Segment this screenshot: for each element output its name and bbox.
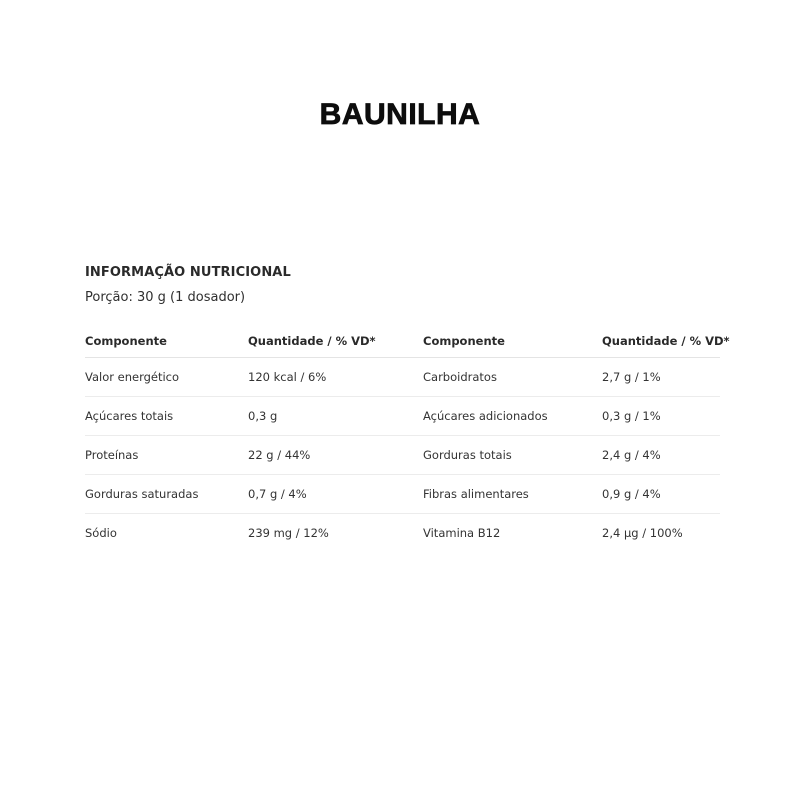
component-name: Gorduras totais — [423, 435, 602, 474]
component-amount: 0,3 g — [248, 396, 423, 435]
table-header-row — [85, 325, 720, 357]
component-amount: 120 kcal / 6% — [248, 357, 423, 396]
component-name: Proteínas — [85, 435, 248, 474]
component-amount: 0,3 g / 1% — [602, 396, 720, 435]
component-name: Vitamina B12 — [423, 525, 501, 540]
table-row — [85, 435, 720, 474]
component-name: Açúcares totais — [85, 396, 248, 435]
component-name: Gorduras saturadas — [85, 474, 248, 513]
component-amount: 2,7 g / 1% — [602, 357, 720, 396]
component-name: Açúcares adicionados — [423, 396, 602, 435]
nutrition-heading: INFORMAÇÃO NUTRICIONAL — [85, 265, 291, 280]
component-amount: 0,9 g / 4% — [602, 474, 720, 513]
component-name: Sódio — [85, 525, 117, 540]
component-amount: 239 mg / 12% — [248, 525, 329, 540]
nutrition-facts — [85, 264, 730, 552]
column-header-component: Componente — [85, 325, 248, 357]
column-header-amount: Quantidade / % VD* — [602, 325, 720, 357]
component-name: Carboidratos — [423, 357, 602, 396]
component-name: Valor energético — [85, 357, 248, 396]
product-title: BAUNILHA — [319, 98, 481, 131]
table-row — [85, 396, 720, 435]
component-name: Fibras alimentares — [423, 474, 602, 513]
column-header-component: Componente — [423, 325, 602, 357]
table-row — [85, 357, 720, 396]
table-row — [85, 513, 720, 552]
serving-size: Porção: 30 g (1 dosador) — [85, 290, 246, 305]
table-row — [85, 474, 720, 513]
column-header-amount: Quantidade / % VD* — [248, 325, 423, 357]
component-amount: 0,7 g / 4% — [248, 474, 423, 513]
nutrition-table — [85, 325, 730, 552]
component-amount: 2,4 g / 4% — [602, 435, 720, 474]
component-amount: 2,4 µg / 100% — [602, 525, 683, 540]
component-amount: 22 g / 44% — [248, 435, 423, 474]
